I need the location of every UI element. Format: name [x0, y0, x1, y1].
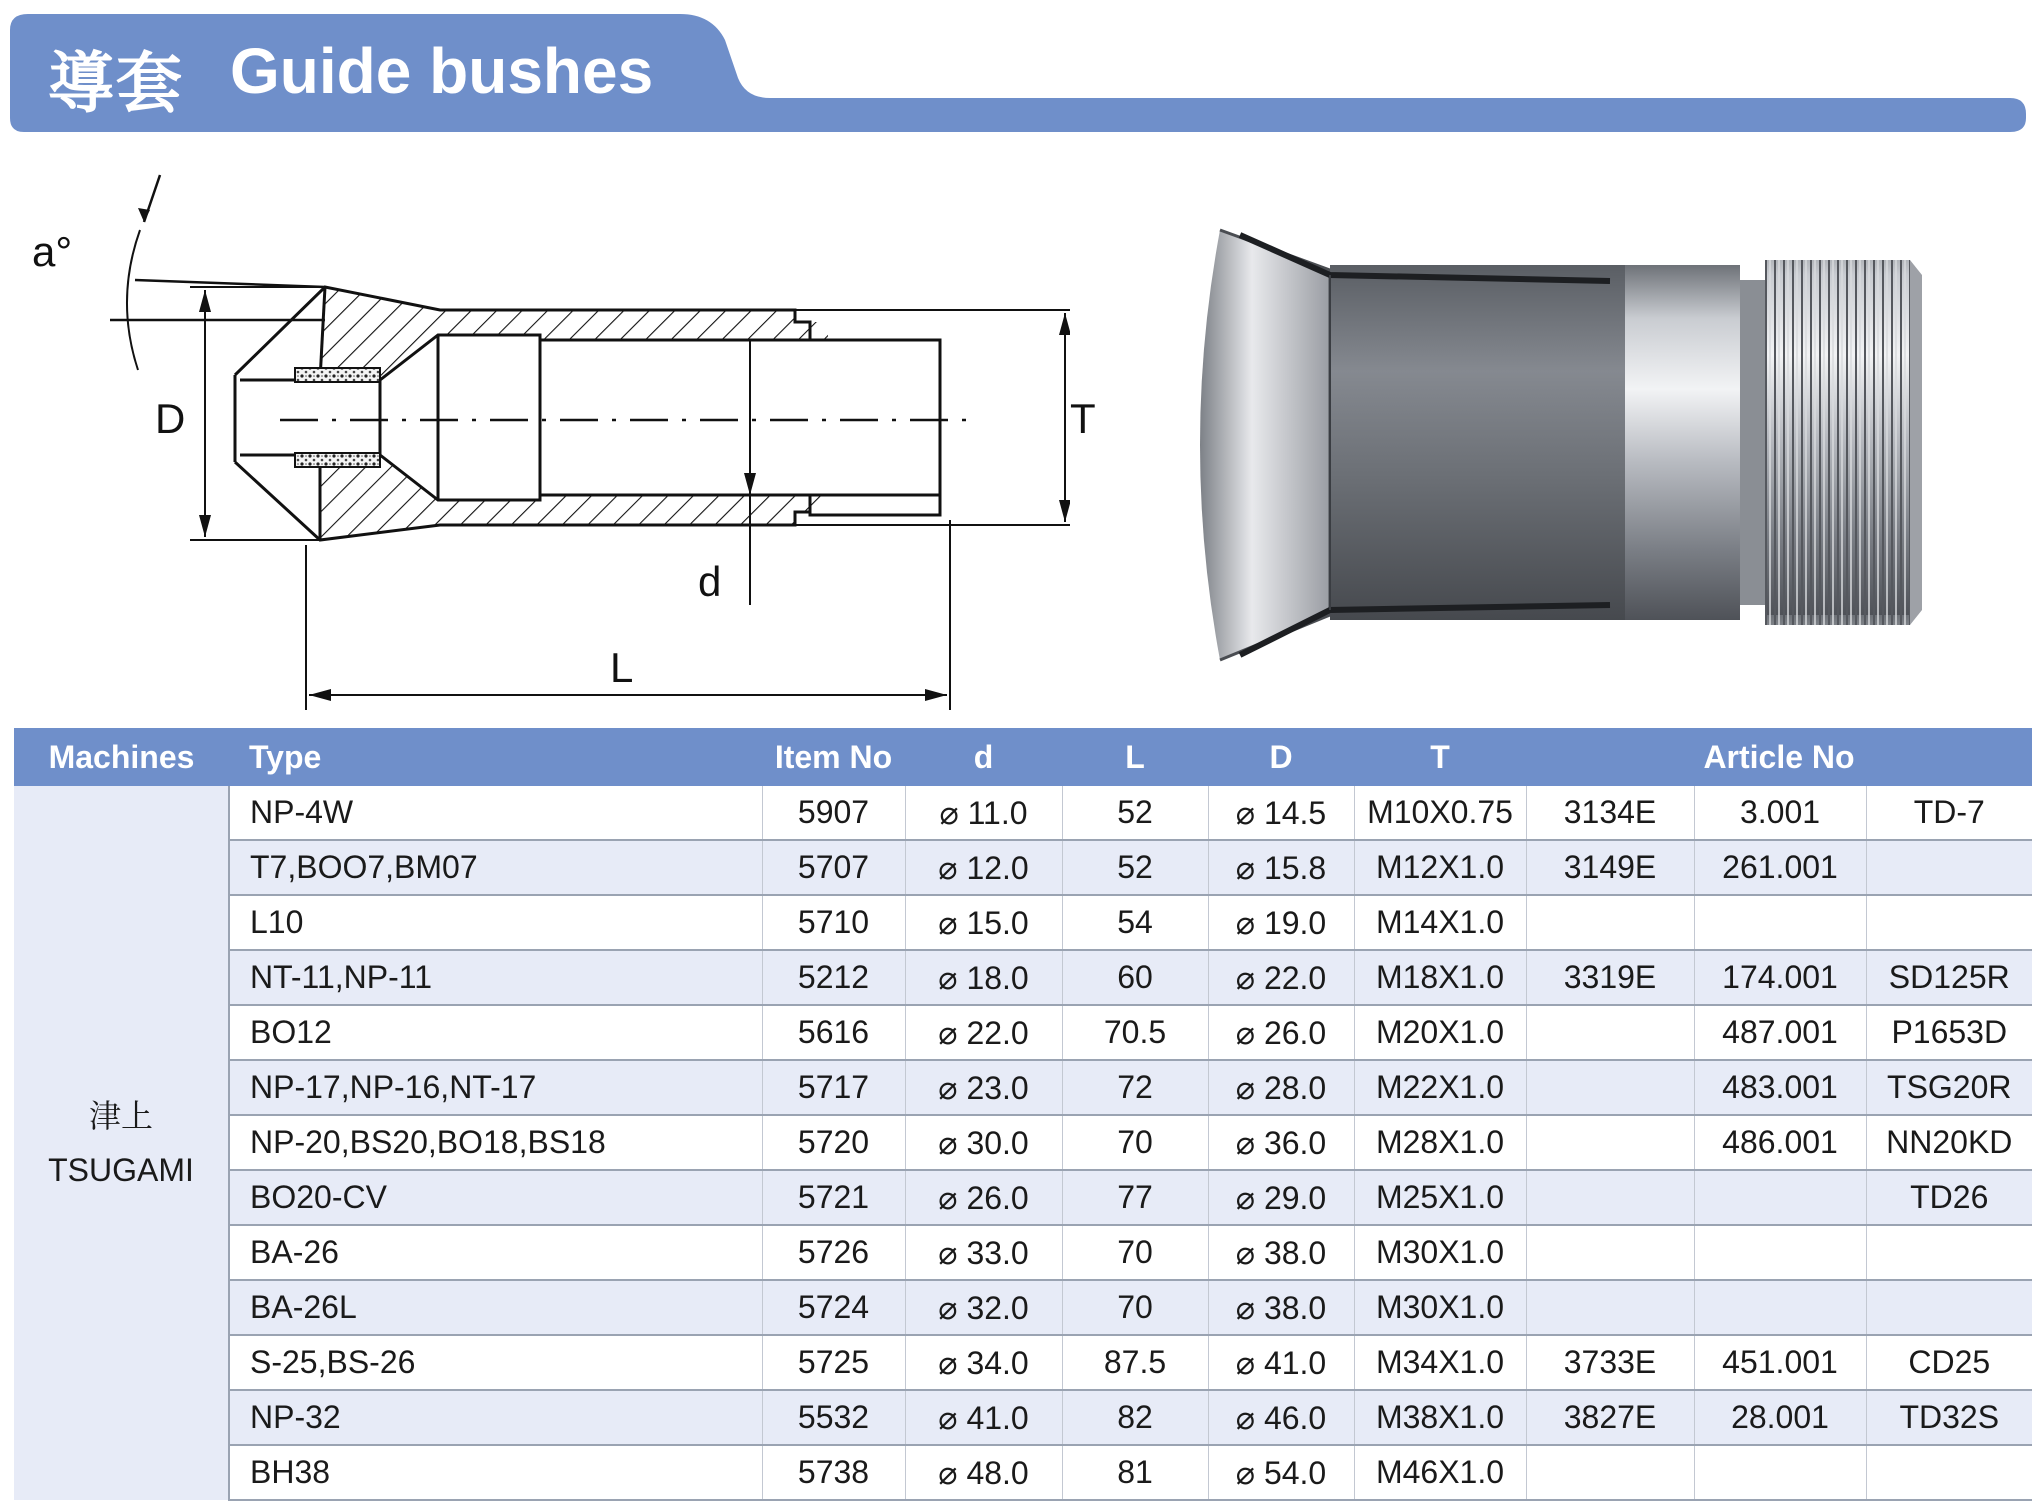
cell-article-3: [1866, 1225, 2032, 1280]
table-header-row: [14, 728, 2032, 786]
cell-T: M34X1.0: [1354, 1335, 1526, 1390]
cell-type: NP-4W: [229, 786, 762, 840]
technical-drawing: [20, 150, 1096, 720]
machine-name-cn: 津上: [88, 1098, 153, 1134]
title-english: Guide bushes: [230, 35, 654, 107]
header-item-no: Item No: [762, 728, 905, 786]
cell-item-no: 5721: [762, 1170, 905, 1225]
cell-L: 60: [1062, 950, 1208, 1005]
header-D: D: [1208, 728, 1354, 786]
cell-type: NP-32: [229, 1390, 762, 1445]
carbide-insert-top: [295, 368, 380, 382]
cell-article-2: [1694, 895, 1866, 950]
cell-article-2: [1694, 1170, 1866, 1225]
header-L: L: [1062, 728, 1208, 786]
cell-T: M18X1.0: [1354, 950, 1526, 1005]
cell-L: 52: [1062, 786, 1208, 840]
table-row: [14, 1115, 2032, 1170]
cell-T: M12X1.0: [1354, 840, 1526, 895]
cell-article-1: 3134E: [1526, 786, 1694, 840]
cell-D: ⌀ 46.0: [1208, 1390, 1354, 1445]
header-T: T: [1354, 728, 1526, 786]
carbide-insert-bottom: [295, 453, 380, 467]
cell-L: 82: [1062, 1390, 1208, 1445]
table-row: [14, 1060, 2032, 1115]
cell-D: ⌀ 19.0: [1208, 895, 1354, 950]
cell-item-no: 5720: [762, 1115, 905, 1170]
cell-article-3: P1653D: [1866, 1005, 2032, 1060]
cell-item-no: 5907: [762, 786, 905, 840]
cell-type: BA-26: [229, 1225, 762, 1280]
cell-item-no: 5616: [762, 1005, 905, 1060]
cell-T: M38X1.0: [1354, 1390, 1526, 1445]
cell-d: ⌀ 33.0: [905, 1225, 1062, 1280]
guide-bush-image: [1180, 215, 1950, 675]
cell-item-no: 5738: [762, 1445, 905, 1500]
cell-item-no: 5710: [762, 895, 905, 950]
cell-article-3: [1866, 840, 2032, 895]
table-row: [14, 1225, 2032, 1280]
cell-article-1: [1526, 895, 1694, 950]
machine-name-en: TSUGAMI: [48, 1152, 194, 1188]
cell-article-1: [1526, 1445, 1694, 1500]
table-row: [14, 1390, 2032, 1445]
cell-article-2: 261.001: [1694, 840, 1866, 895]
cell-type: T7,BOO7,BM07: [229, 840, 762, 895]
cell-type: NP-17,NP-16,NT-17: [229, 1060, 762, 1115]
cell-article-3: [1866, 1445, 2032, 1500]
label-angle: a°: [32, 228, 73, 275]
cell-d: ⌀ 41.0: [905, 1390, 1062, 1445]
collet-head: [1200, 230, 1330, 660]
cell-L: 70: [1062, 1225, 1208, 1280]
cell-L: 70: [1062, 1280, 1208, 1335]
cell-type: BO12: [229, 1005, 762, 1060]
cell-article-2: [1694, 1225, 1866, 1280]
cell-L: 81: [1062, 1445, 1208, 1500]
cell-D: ⌀ 22.0: [1208, 950, 1354, 1005]
cell-article-2: 3.001: [1694, 786, 1866, 840]
cell-T: M30X1.0: [1354, 1280, 1526, 1335]
cell-type: NP-20,BS20,BO18,BS18: [229, 1115, 762, 1170]
cell-article-1: [1526, 1170, 1694, 1225]
cell-type: BH38: [229, 1445, 762, 1500]
cell-machines: [14, 786, 229, 1500]
spec-table: [14, 728, 2032, 1501]
cell-d: ⌀ 48.0: [905, 1445, 1062, 1500]
cell-item-no: 5532: [762, 1390, 905, 1445]
cell-T: M25X1.0: [1354, 1170, 1526, 1225]
cell-article-2: 28.001: [1694, 1390, 1866, 1445]
cell-D: ⌀ 15.8: [1208, 840, 1354, 895]
header-d: d: [905, 728, 1062, 786]
cell-D: ⌀ 38.0: [1208, 1225, 1354, 1280]
cell-D: ⌀ 36.0: [1208, 1115, 1354, 1170]
cell-item-no: 5707: [762, 840, 905, 895]
cell-D: ⌀ 54.0: [1208, 1445, 1354, 1500]
cell-d: ⌀ 12.0: [905, 840, 1062, 895]
cell-article-3: TD32S: [1866, 1390, 2032, 1445]
cell-D: ⌀ 38.0: [1208, 1280, 1354, 1335]
cell-type: BO20-CV: [229, 1170, 762, 1225]
cell-article-1: 3149E: [1526, 840, 1694, 895]
cell-article-1: [1526, 1225, 1694, 1280]
cell-T: M22X1.0: [1354, 1060, 1526, 1115]
cell-article-2: [1694, 1445, 1866, 1500]
cell-d: ⌀ 23.0: [905, 1060, 1062, 1115]
cell-item-no: 5725: [762, 1335, 905, 1390]
table-row: [14, 1335, 2032, 1390]
cell-type: L10: [229, 895, 762, 950]
cell-d: ⌀ 34.0: [905, 1335, 1062, 1390]
cell-article-1: [1526, 1060, 1694, 1115]
cell-article-3: TD26: [1866, 1170, 2032, 1225]
cell-L: 70.5: [1062, 1005, 1208, 1060]
table-row: [14, 1280, 2032, 1335]
cell-T: M20X1.0: [1354, 1005, 1526, 1060]
table-row: [14, 895, 2032, 950]
cell-L: 77: [1062, 1170, 1208, 1225]
cell-article-3: CD25: [1866, 1335, 2032, 1390]
cell-article-1: [1526, 1005, 1694, 1060]
label-D: D: [155, 395, 186, 442]
label-T: T: [1070, 395, 1096, 442]
header-type: Type: [229, 728, 762, 786]
cell-T: M14X1.0: [1354, 895, 1526, 950]
cell-article-1: 3827E: [1526, 1390, 1694, 1445]
cell-article-3: NN20KD: [1866, 1115, 2032, 1170]
table-row: [14, 1005, 2032, 1060]
cell-item-no: 5717: [762, 1060, 905, 1115]
cell-article-1: [1526, 1115, 1694, 1170]
cell-T: M30X1.0: [1354, 1225, 1526, 1280]
cell-T: M28X1.0: [1354, 1115, 1526, 1170]
cell-article-2: 451.001: [1694, 1335, 1866, 1390]
table-row: [14, 786, 2032, 840]
cell-article-3: [1866, 1280, 2032, 1335]
cell-L: 72: [1062, 1060, 1208, 1115]
cell-L: 70: [1062, 1115, 1208, 1170]
cell-article-2: 174.001: [1694, 950, 1866, 1005]
cell-article-3: TSG20R: [1866, 1060, 2032, 1115]
cell-d: ⌀ 11.0: [905, 786, 1062, 840]
label-d: d: [698, 558, 722, 605]
cell-d: ⌀ 26.0: [905, 1170, 1062, 1225]
cell-L: 52: [1062, 840, 1208, 895]
cell-D: ⌀ 41.0: [1208, 1335, 1354, 1390]
cell-article-1: 3319E: [1526, 950, 1694, 1005]
header-article-no: Article No: [1526, 728, 2032, 786]
cell-article-3: TD-7: [1866, 786, 2032, 840]
cell-L: 87.5: [1062, 1335, 1208, 1390]
table-row: [14, 1445, 2032, 1500]
table-row: [14, 950, 2032, 1005]
cell-item-no: 5726: [762, 1225, 905, 1280]
product-photo: [1180, 215, 1950, 675]
cell-d: ⌀ 18.0: [905, 950, 1062, 1005]
cell-D: ⌀ 14.5: [1208, 786, 1354, 840]
cell-article-2: 486.001: [1694, 1115, 1866, 1170]
cell-article-1: [1526, 1280, 1694, 1335]
cell-item-no: 5212: [762, 950, 905, 1005]
cell-article-1: 3733E: [1526, 1335, 1694, 1390]
cell-D: ⌀ 26.0: [1208, 1005, 1354, 1060]
table-row: [14, 1170, 2032, 1225]
cell-article-2: 483.001: [1694, 1060, 1866, 1115]
thread-section: [1765, 260, 1910, 625]
cell-L: 54: [1062, 895, 1208, 950]
cell-T: M46X1.0: [1354, 1445, 1526, 1500]
cell-type: BA-26L: [229, 1280, 762, 1335]
table-body: [14, 786, 2032, 1500]
cell-d: ⌀ 30.0: [905, 1115, 1062, 1170]
cell-type: NT-11,NP-11: [229, 950, 762, 1005]
cell-d: ⌀ 22.0: [905, 1005, 1062, 1060]
cell-D: ⌀ 28.0: [1208, 1060, 1354, 1115]
cell-item-no: 5724: [762, 1280, 905, 1335]
cell-type: S-25,BS-26: [229, 1335, 762, 1390]
title-chinese: 導套: [48, 45, 184, 122]
cell-D: ⌀ 29.0: [1208, 1170, 1354, 1225]
cell-d: ⌀ 15.0: [905, 895, 1062, 950]
cell-d: ⌀ 32.0: [905, 1280, 1062, 1335]
cell-article-3: [1866, 895, 2032, 950]
cell-article-3: SD125R: [1866, 950, 2032, 1005]
title-banner: [0, 0, 2037, 140]
cell-article-2: [1694, 1280, 1866, 1335]
table-row: [14, 840, 2032, 895]
label-L: L: [610, 644, 634, 691]
cell-article-2: 487.001: [1694, 1005, 1866, 1060]
cell-T: M10X0.75: [1354, 786, 1526, 840]
header-machines: Machines: [14, 728, 229, 786]
